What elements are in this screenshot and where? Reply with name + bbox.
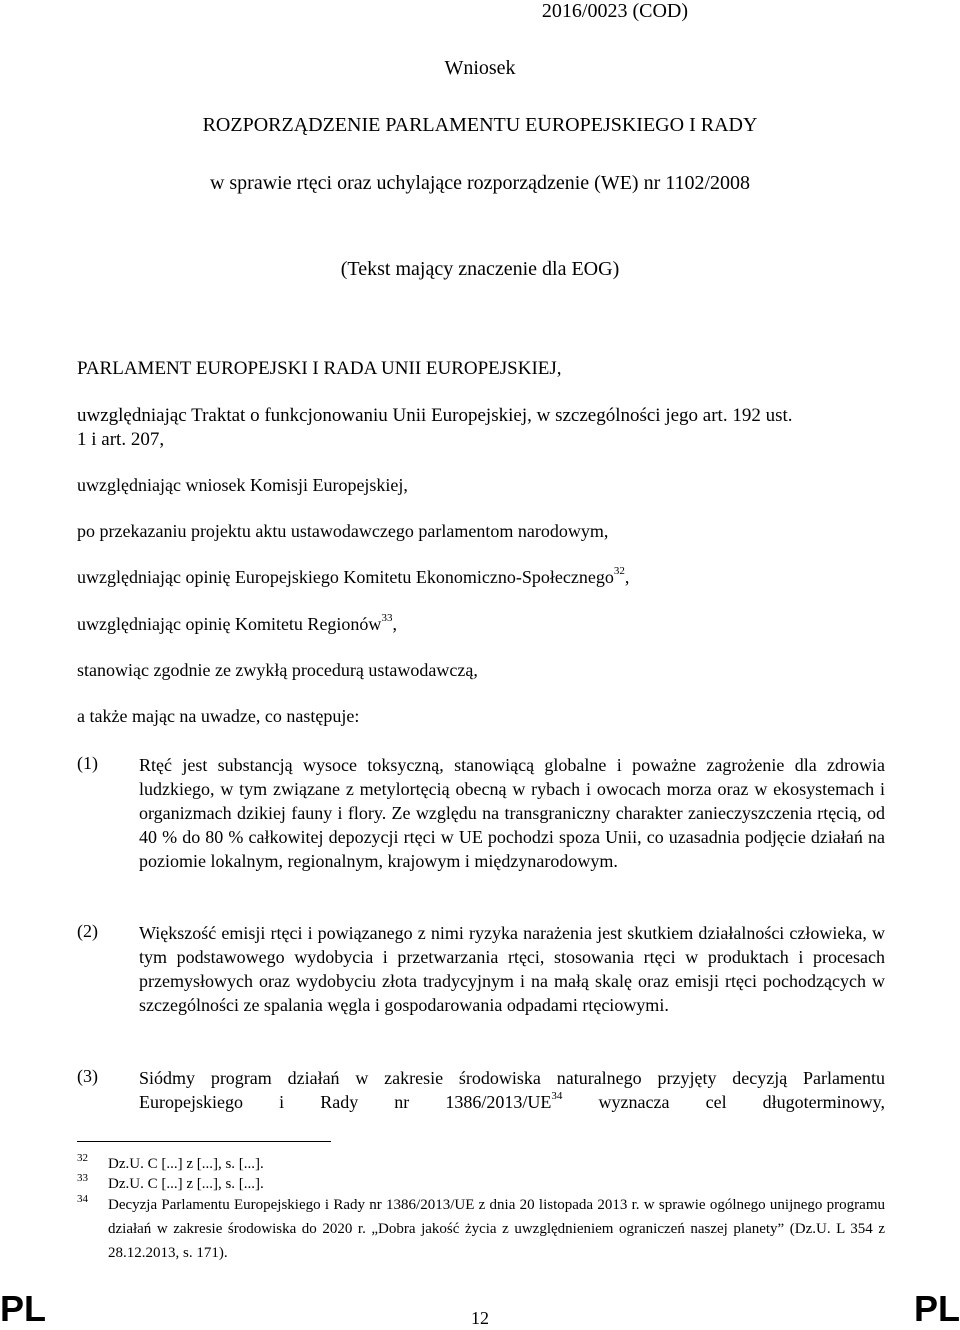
footnote-34-number: 34 bbox=[77, 1193, 88, 1205]
citation-national-parliaments: po przekazaniu projektu aktu ustawodawczego parlamentom narodowym, bbox=[77, 521, 609, 541]
recital-3-number: (3) bbox=[77, 1066, 98, 1086]
footnote-33-text: Dz.U. C [...] z [...], s. [...]. bbox=[108, 1176, 264, 1192]
footnote-ref-32[interactable]: 32 bbox=[613, 565, 625, 577]
footnote-34-text: Decyzja Parlamentu Europejskiego i Rady nr 1386/2013/UE z dnia 20 listopada 2013 r. w sprawie ogólnego unijnego programu działań w zakresie środowiska do 2020 r. „Dobra jakość życia z uwzględnieniem ograniczeń naszej planety” (Dz.U. L 354 z 28.12.2013, s. 171). bbox=[108, 1197, 885, 1261]
legislative-procedure: stanowiąc zgodnie ze zwykłą procedurą ustawodawczą, bbox=[77, 660, 478, 680]
recital-3-text-main: Siódmy program działań w zakresie środowiska naturalnego przyjęty decyzją Parlamentu Europejskiego i Rady nr 1386/2013/UE bbox=[139, 1068, 885, 1112]
footnote-32-text: Dz.U. C [...] z [...], s. [...]. bbox=[108, 1156, 264, 1172]
citation-commission: uwzględniając wniosek Komisji Europejskiej, bbox=[77, 475, 408, 495]
footnote-ref-33[interactable]: 33 bbox=[381, 612, 393, 624]
document-title: ROZPORZĄDZENIE PARLAMENTU EUROPEJSKIEGO I RADY bbox=[202, 114, 758, 136]
page-number: 12 bbox=[471, 1308, 489, 1328]
citation-cor-comma: , bbox=[392, 614, 397, 634]
recital-3-text bbox=[139, 1066, 885, 1114]
footnote-33-number: 33 bbox=[77, 1172, 88, 1184]
citation-cor bbox=[77, 614, 397, 635]
procedure-reference: 2016/0023 (COD) bbox=[541, 0, 688, 22]
footnote-separator bbox=[77, 1141, 331, 1142]
document-subtitle: w sprawie rtęci oraz uchylające rozporządzenie (WE) nr 1102/2008 bbox=[209, 172, 751, 194]
footnote-32-number: 32 bbox=[77, 1152, 88, 1164]
recital-3-text-tail: wyznacza cel długoterminowy, bbox=[562, 1092, 885, 1112]
citation-eesc-comma: , bbox=[624, 567, 630, 587]
citation-eesc-text: uwzględniając opinię Europejskiego Komitetu Ekonomiczno-Społecznego bbox=[77, 567, 614, 587]
recital-2-text: Większość emisji rtęci i powiązanego z nimi ryzyka narażenia jest skutkiem działalności człowieka, w tym podstawowego wydobycia i przetwarzania rtęci, stosowania rtęci w produktach i procesach przemysłowych oraz wydobyciu złota tradycyjnym i na małą skalę oraz emisji rtęci pochodzących w szczególności ze spalania węgla i gospodarowania odpadami rtęciowymi. bbox=[139, 923, 885, 1015]
document-type: Wniosek bbox=[444, 57, 516, 79]
recital-2-number: (2) bbox=[77, 921, 98, 941]
citation-treaty-line-1: uwzględniając Traktat o funkcjonowaniu Unii Europejskiej, w szczególności jego art. 192 ust. bbox=[77, 405, 793, 426]
citation-treaty-line-2: 1 i art. 207, bbox=[77, 429, 165, 450]
citation-cor-text: uwzględniając opinię Komitetu Regionów bbox=[77, 614, 382, 634]
language-code-right: PL bbox=[913, 1288, 960, 1329]
eea-relevance-note: (Tekst mający znaczenie dla EOG) bbox=[340, 258, 620, 280]
recital-1-number: (1) bbox=[77, 753, 98, 773]
whereas-clause: a także mając na uwadze, co następuje: bbox=[77, 706, 360, 726]
citation-eesc bbox=[77, 567, 629, 588]
recital-1-text: Rtęć jest substancją wysoce toksyczną, stanowiącą globalne i poważne zagrożenie dla zdrowia ludzkiego, w tym związane z metylortęcią obecną w rybach i owocach morza oraz w ekosystemach i organizmach dzikiej fauny i flory. Ze względu na transgraniczny charakter zanieczyszczenia rtęcią, od 40 % do 80 % całkowitej depozycji rtęci w UE pochodzi spoza Unii, co uzasadnia podjęcie działań na poziomie lokalnym, regionalnym, krajowym i międzynarodowym. bbox=[139, 755, 885, 871]
footnote-ref-34[interactable]: 34 bbox=[551, 1090, 563, 1102]
enacting-bodies: PARLAMENT EUROPEJSKI I RADA UNII EUROPEJSKIEJ, bbox=[77, 358, 562, 379]
language-code-left: PL bbox=[0, 1288, 47, 1329]
